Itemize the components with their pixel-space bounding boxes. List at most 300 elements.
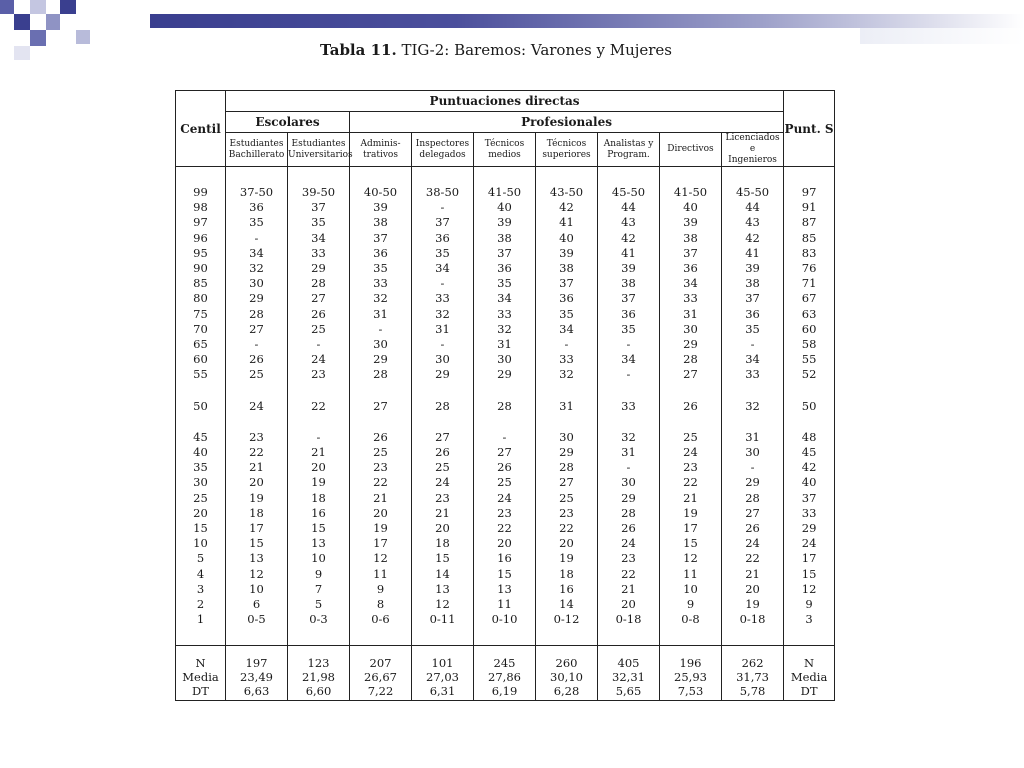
table-cell: 27 [559, 475, 574, 490]
punt-s-column [784, 167, 835, 646]
table-cell: 25 [373, 445, 388, 460]
table-cell: 38 [621, 276, 636, 291]
table-cell: 13 [311, 536, 326, 551]
table-cell: 0-12 [553, 612, 580, 627]
table-cell: 38-50 [425, 185, 460, 199]
table-cell: 35 [745, 321, 760, 336]
table-cell: 36 [497, 261, 512, 276]
table-cell: 40 [683, 200, 698, 215]
table-cell: 0-3 [309, 612, 328, 627]
table-cell: 20 [497, 536, 512, 551]
column-header-line: Program. [607, 149, 650, 160]
table-cell: 18 [249, 505, 264, 520]
stat-cell: 7,22 [367, 683, 394, 698]
table-cell: - [502, 429, 507, 444]
table-cell: 30 [193, 475, 208, 490]
table-cell: 35 [559, 306, 574, 321]
table-cell: 80 [193, 291, 208, 306]
table-cell: 13 [249, 551, 264, 566]
table-cell: 17 [683, 521, 698, 536]
table-cell: 17 [801, 551, 817, 566]
table-cell: 28 [373, 367, 388, 382]
stat-cell: 25,93 [674, 669, 707, 684]
column-header-line: Técnicos [546, 138, 587, 149]
table-cell: 38 [745, 276, 760, 291]
table-cell: 50 [193, 398, 208, 413]
table-cell: 31 [435, 321, 450, 336]
table-cell: 9 [314, 566, 323, 581]
table-cell: 23 [249, 429, 264, 444]
table-cell: 9 [805, 597, 813, 612]
table-cell: 21 [683, 490, 698, 505]
table-cell: 25 [311, 321, 326, 336]
table-cell: 13 [497, 581, 512, 596]
stat-cell: 23,49 [240, 669, 273, 684]
decoration-square [46, 14, 60, 30]
table-cell: 28 [435, 398, 450, 413]
table-cell: 32 [621, 429, 636, 444]
table-cell: 21 [621, 581, 636, 596]
stat-values [412, 645, 474, 700]
stat-values [660, 645, 722, 700]
table-cell: 39 [621, 261, 636, 276]
table-cell: 27 [497, 445, 512, 460]
table-cell: 43-50 [549, 185, 584, 199]
stat-cell: 245 [493, 655, 516, 670]
table-cell: 28 [497, 398, 512, 413]
table-cell: 45-50 [611, 185, 646, 199]
stat-cell: N [804, 655, 815, 670]
table-cell: 39 [683, 215, 698, 230]
table-cell: 34 [559, 321, 574, 336]
slide-title [320, 41, 760, 59]
table-cell: 37 [435, 215, 450, 230]
stat-values [598, 645, 660, 700]
table-cell: 10 [311, 551, 326, 566]
table-cell: 65 [193, 337, 208, 352]
table-cell: 37 [497, 245, 512, 260]
table-cell: 44 [745, 200, 760, 215]
column-header [598, 133, 660, 167]
stat-cell: 7,53 [677, 683, 704, 698]
table-cell: 21 [745, 566, 760, 581]
table-cell: 28 [683, 352, 698, 367]
table-cell: 22 [683, 475, 698, 490]
table-cell: 15 [801, 566, 817, 581]
table-cell: 19 [559, 551, 574, 566]
table-cell: 37-50 [239, 185, 274, 199]
table-cell: 24 [745, 536, 760, 551]
table-cell: 22 [745, 551, 760, 566]
stat-cell: N [195, 655, 206, 670]
table-cell: 32 [373, 291, 388, 306]
table-cell: 36 [683, 261, 698, 276]
column-header-line: delegados [419, 149, 466, 160]
table-cell: 45-50 [735, 185, 770, 199]
column-header [226, 133, 288, 167]
table-cell: 39-50 [301, 185, 336, 199]
table-cell: 21 [249, 460, 264, 475]
column-header [660, 133, 722, 167]
table-cell: 33 [373, 276, 388, 291]
table-cell: 76 [801, 261, 817, 276]
table-cell: 25 [435, 460, 450, 475]
table-cell: 26 [497, 460, 512, 475]
punt-s-header: Punt. S [784, 91, 835, 167]
column-header-line: Licenciados e [725, 133, 780, 154]
stat-values [350, 645, 412, 700]
stat-cell: 27,03 [426, 669, 459, 684]
table-cell: 34 [621, 352, 636, 367]
stat-cell: 31,73 [736, 669, 769, 684]
table-cell: 45 [193, 429, 208, 444]
table-cell: 40 [801, 475, 817, 490]
column-header-line: Estudiantes [229, 138, 284, 149]
table-cell: 60 [193, 352, 208, 367]
table-cell: 3 [805, 612, 813, 627]
table-cell: - [564, 337, 569, 352]
table-cell: 9 [686, 597, 695, 612]
stat-cell: 6,28 [553, 683, 580, 698]
score-column [412, 167, 474, 646]
profesionales-header: Profesionales [350, 112, 784, 133]
table-cell: 45 [801, 445, 817, 460]
table-cell: 29 [745, 475, 760, 490]
table-cell: 10 [193, 536, 208, 551]
table-cell: 27 [745, 505, 760, 520]
table-cell: 34 [435, 261, 450, 276]
column-header-line: Adminis- [360, 138, 401, 149]
table-cell: 37 [683, 245, 698, 260]
table-cell: 50 [801, 398, 817, 413]
table-cell: 30 [373, 337, 388, 352]
column-header [474, 133, 536, 167]
stat-values [226, 645, 288, 700]
table-cell: 97 [193, 215, 208, 230]
table-cell: 55 [801, 352, 817, 367]
column-header [536, 133, 598, 167]
table-cell: 16 [497, 551, 512, 566]
table-cell: 20 [435, 521, 450, 536]
table-cell: 38 [559, 261, 574, 276]
table-cell: 20 [621, 597, 636, 612]
table-cell: 26 [249, 352, 264, 367]
column-header-line: medios [488, 149, 521, 160]
table-cell: 35 [373, 261, 388, 276]
table-cell: 25 [497, 475, 512, 490]
table-cell: 23 [621, 551, 636, 566]
column-header [350, 133, 412, 167]
table-cell: 8 [376, 597, 385, 612]
decoration-square [14, 46, 30, 60]
stat-labels-right [784, 645, 835, 700]
table-cell: 11 [683, 566, 698, 581]
table-cell: 18 [311, 490, 326, 505]
column-header-line: superiores [542, 149, 591, 160]
table-cell: 37 [621, 291, 636, 306]
table-cell: 19 [311, 475, 326, 490]
table-cell: 19 [683, 505, 698, 520]
table-cell: - [626, 367, 631, 382]
table-cell: 25 [193, 490, 208, 505]
table-cell: 21 [311, 445, 326, 460]
table-cell: 30 [621, 475, 636, 490]
column-header-line: Analistas y [603, 138, 654, 149]
table-cell: 35 [497, 276, 512, 291]
column-header [288, 133, 353, 167]
table-cell: 32 [435, 306, 450, 321]
table-cell: 41-50 [487, 185, 522, 199]
table-cell: 97 [801, 185, 817, 199]
table-cell: - [626, 460, 631, 475]
table-cell: 55 [193, 367, 208, 382]
table-cell: 38 [497, 230, 512, 245]
table-cell: 90 [193, 261, 208, 276]
table-cell: 27 [435, 429, 450, 444]
column-header [722, 133, 784, 167]
table-cell: 4 [196, 566, 205, 581]
score-column [350, 167, 412, 646]
table-cell: 36 [621, 306, 636, 321]
table-cell: 15 [683, 536, 698, 551]
table-cell: 24 [435, 475, 450, 490]
table-cell: 5 [196, 551, 205, 566]
table-cell: 36 [559, 291, 574, 306]
stat-cell: 262 [741, 655, 764, 670]
table-cell: 29 [249, 291, 264, 306]
table-cell: 33 [801, 505, 817, 520]
table-cell: 98 [193, 200, 208, 215]
table-cell: 24 [801, 536, 817, 551]
stat-cell: 197 [245, 655, 268, 670]
score-column [722, 167, 784, 646]
table-cell: 29 [621, 490, 636, 505]
table-cell: 0-6 [371, 612, 390, 627]
stat-cell: 27,86 [488, 669, 521, 684]
table-cell: 52 [801, 367, 817, 382]
table-cell: 36 [745, 306, 760, 321]
table-cell: 31 [683, 306, 698, 321]
table-cell: 33 [559, 352, 574, 367]
stat-cell: 6,63 [243, 683, 270, 698]
table-cell: 85 [801, 230, 817, 245]
table-cell: 35 [193, 460, 208, 475]
table-cell: 19 [249, 490, 264, 505]
stat-values [722, 645, 784, 700]
table-cell: 42 [621, 230, 636, 245]
table-cell: 34 [745, 352, 760, 367]
table-cell: 24 [497, 490, 512, 505]
table-cell: 28 [311, 276, 326, 291]
stat-cell: 101 [431, 655, 454, 670]
table-cell: 39 [559, 245, 574, 260]
table-cell: 34 [311, 230, 326, 245]
table-cell: 63 [801, 306, 817, 321]
table-cell: - [440, 276, 445, 291]
table-cell: 29 [559, 445, 574, 460]
stat-cell: 21,98 [302, 669, 335, 684]
table-cell: 31 [745, 429, 760, 444]
table-cell: - [316, 429, 321, 444]
table-cell: 95 [193, 245, 208, 260]
table-cell: 7 [314, 581, 323, 596]
table-cell: 48 [801, 429, 817, 444]
table-cell: 29 [311, 261, 326, 276]
table-cell: 19 [373, 521, 388, 536]
table-cell: 35 [435, 245, 450, 260]
table-cell: 26 [311, 306, 326, 321]
table-cell: 39 [745, 261, 760, 276]
stat-cell: 26,67 [364, 669, 397, 684]
table-cell: 30 [559, 429, 574, 444]
table-cell: 30 [683, 321, 698, 336]
table-cell: 37 [373, 230, 388, 245]
table-cell: 23 [311, 367, 326, 382]
table-cell: 35 [621, 321, 636, 336]
table-cell: 15 [435, 551, 450, 566]
table-cell: 11 [497, 597, 512, 612]
table-cell: 23 [559, 505, 574, 520]
table-cell: 15 [193, 521, 208, 536]
stat-values [536, 645, 598, 700]
table-cell: 26 [435, 445, 450, 460]
table-cell: 87 [801, 215, 817, 230]
table-cell: 41-50 [673, 185, 708, 199]
table-cell: - [254, 230, 259, 245]
table-cell: 40 [497, 200, 512, 215]
table-cell: 23 [683, 460, 698, 475]
table-cell: 33 [621, 398, 636, 413]
table-cell: 12 [435, 597, 450, 612]
table-cell: 30 [249, 276, 264, 291]
table-cell: 41 [745, 245, 760, 260]
table-cell: 40-50 [363, 185, 398, 199]
table-cell: 32 [497, 321, 512, 336]
table-cell: 29 [497, 367, 512, 382]
stat-cell: 196 [679, 655, 702, 670]
stat-cell: 6,19 [491, 683, 518, 698]
table-cell: 28 [249, 306, 264, 321]
stat-cell: 5,65 [615, 683, 642, 698]
stat-cell: 405 [617, 655, 640, 670]
table-cell: 30 [435, 352, 450, 367]
table-cell: 37 [559, 276, 574, 291]
table-cell: 26 [373, 429, 388, 444]
table-cell: 42 [559, 200, 574, 215]
table-cell: 20 [373, 505, 388, 520]
table-cell: - [378, 321, 383, 336]
table-cell: - [316, 337, 321, 352]
table-cell: - [254, 337, 259, 352]
score-column [288, 167, 350, 646]
table-cell: 24 [621, 536, 636, 551]
table-cell: 21 [435, 505, 450, 520]
table-cell: 20 [249, 475, 264, 490]
table-cell: 0-18 [739, 612, 766, 627]
column-header-line: trativos [363, 149, 398, 160]
table-cell: 25 [559, 490, 574, 505]
table-cell: 37 [745, 291, 760, 306]
table-cell: 21 [373, 490, 388, 505]
score-column [660, 167, 722, 646]
column-header-line: Estudiantes [291, 138, 346, 149]
table-cell: 15 [497, 566, 512, 581]
table-cell: 10 [249, 581, 264, 596]
table-cell: 33 [497, 306, 512, 321]
table-cell: 31 [559, 398, 574, 413]
decoration-square [30, 30, 46, 46]
table-cell: 0-5 [247, 612, 266, 627]
table-cell: 29 [435, 367, 450, 382]
table-cell: 26 [621, 521, 636, 536]
table-cell: - [440, 337, 445, 352]
table-cell: 15 [249, 536, 264, 551]
table-cell: 0-11 [429, 612, 456, 627]
stat-cell: 32,31 [612, 669, 645, 684]
title-rest: TIG-2: Baremos: Varones y Mujeres [401, 41, 673, 59]
decoration-square [0, 0, 14, 14]
table-cell: 11 [373, 566, 388, 581]
table-cell: 35 [249, 215, 264, 230]
decoration-square [60, 0, 76, 14]
table-cell: 58 [801, 337, 817, 352]
table-cell: 19 [745, 597, 760, 612]
table-cell: 23 [373, 460, 388, 475]
table-cell: 43 [745, 215, 760, 230]
table-cell: 33 [683, 291, 698, 306]
table-cell: 5 [314, 597, 323, 612]
table-cell: 10 [683, 581, 698, 596]
decoration-square [30, 0, 46, 14]
table-cell: 40 [559, 230, 574, 245]
table-cell: 31 [621, 445, 636, 460]
table-cell: - [440, 200, 445, 215]
column-header-line: Técnicos [484, 138, 525, 149]
header-decoration-bar-light [860, 28, 1024, 44]
column-header-line: Bachillerato [228, 149, 285, 160]
table-cell: 29 [801, 521, 817, 536]
table-cell: 67 [801, 291, 817, 306]
decoration-square [14, 14, 30, 30]
table-cell: 33 [311, 245, 326, 260]
table-cell: 35 [311, 215, 326, 230]
score-column [226, 167, 288, 646]
table-cell: 20 [559, 536, 574, 551]
table-cell: - [626, 337, 631, 352]
table-cell: 27 [683, 367, 698, 382]
table-cell: 96 [193, 230, 208, 245]
stat-cell: 207 [369, 655, 392, 670]
table-cell: 16 [311, 505, 326, 520]
table-cell: 16 [559, 581, 574, 596]
table-cell: 22 [249, 445, 264, 460]
stat-labels [176, 645, 226, 700]
table-cell: 42 [801, 460, 817, 475]
table-cell: 34 [683, 276, 698, 291]
table-cell: 44 [621, 200, 636, 215]
table-cell: 85 [193, 276, 208, 291]
table-cell: 22 [497, 521, 512, 536]
stat-values [474, 645, 536, 700]
table-cell: 30 [745, 445, 760, 460]
table-cell: 23 [497, 505, 512, 520]
table-cell: 29 [373, 352, 388, 367]
table-cell: 27 [373, 398, 388, 413]
centil-header: Centil [176, 91, 226, 167]
table-cell: 17 [373, 536, 388, 551]
table-cell: 12 [801, 581, 817, 596]
table-cell: 0-10 [491, 612, 518, 627]
